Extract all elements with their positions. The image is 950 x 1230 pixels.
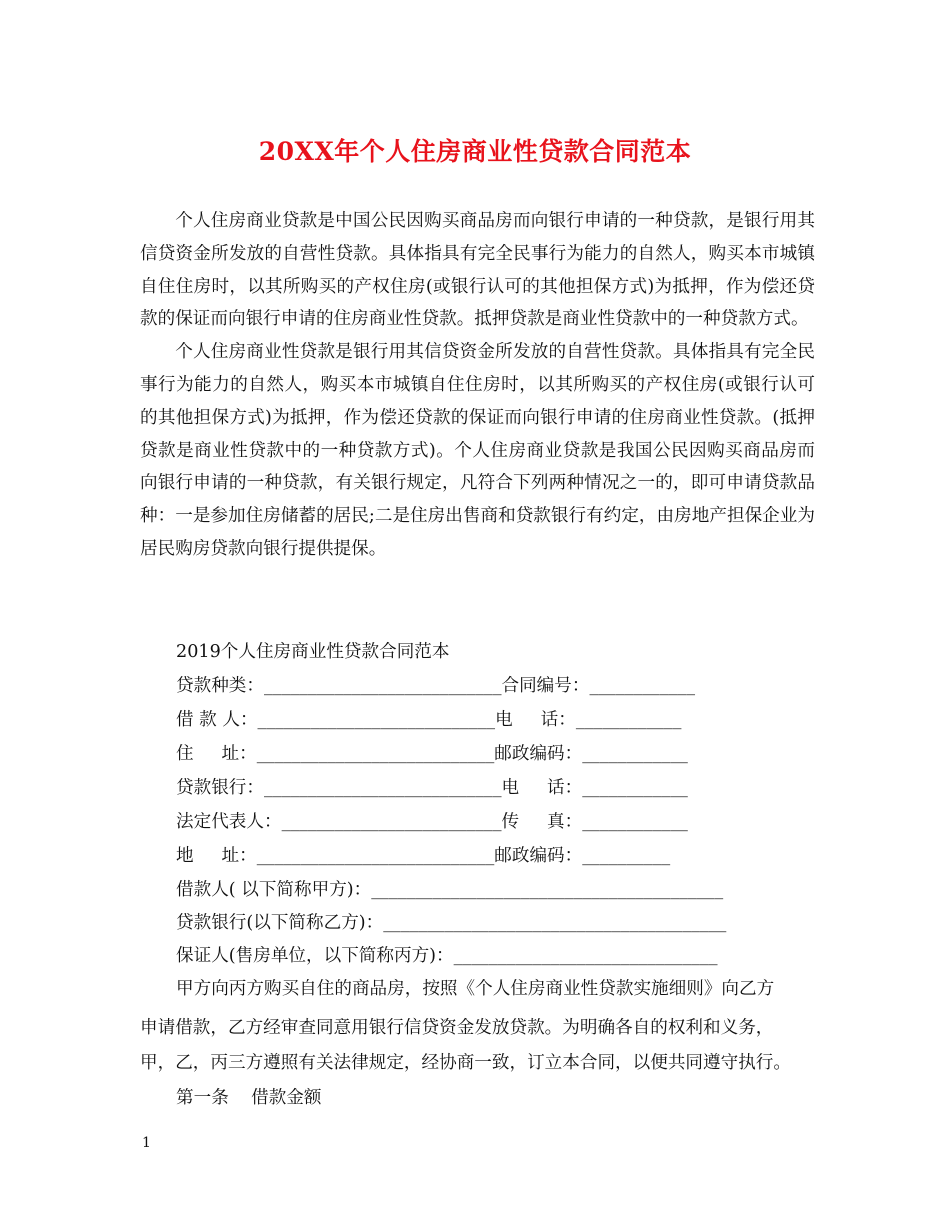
- party-line-borrower: 借款人( 以下简称甲方)：________________________________________: [176, 880, 724, 900]
- page-number: 1: [142, 1135, 151, 1151]
- closing-line: 申请借款，乙方经审查同意用银行信贷资金发放贷款。为明确各自的权利和义务，: [140, 1018, 774, 1038]
- form-line-borrower: 借 款 人：___________________________电 话：____________: [176, 710, 682, 730]
- contract-subtitle: 2019个人住房商业性贷款合同范本: [176, 642, 450, 662]
- document-body: [140, 205, 815, 566]
- paragraph: 个人住房商业性贷款是银行用其信贷资金所发放的自营性贷款。具体指具有完全民事行为能力的自然人，购买本市城镇自住住房时，以其所购买的产权住房(或银行认可的其他担保方式)为抵押，作为偿还贷款的保证而向银行申请的住房商业性贷款。(抵押贷款是商业性贷款中的一种贷款方式)。个人住房商业贷款是我国公民因购买商品房而向银行申请的一种贷款，有关银行规定，凡符合下列两种情况之一的，即可申请贷款品种：一是参加住房储蓄的居民;二是住房出售商和贷款银行有约定，由房地产担保企业为居民购房贷款向银行提供提保。: [140, 342, 815, 559]
- party-line-bank: 贷款银行(以下简称乙方)：_______________________________________: [176, 913, 727, 933]
- party-line-guarantor: 保证人(售房单位，以下简称丙方)：______________________________: [176, 946, 718, 966]
- paragraph: 个人住房商业贷款是中国公民因购买商品房而向银行申请的一种贷款，是银行用其信贷资金所发放的自营性贷款。具体指具有完全民事行为能力的自然人，购买本市城镇自住住房时，以其所购买的产权住房(或银行认可的其他担保方式)为抵押，作为偿还贷款的保证而向银行申请的住房商业性贷款。抵押贷款是商业性贷款中的一种贷款方式。: [140, 211, 815, 330]
- closing-line: 甲方向丙方购买自住的商品房，按照《个人住房商业性贷款实施细则》向乙方: [176, 979, 775, 999]
- form-line-loan-type: 贷款种类：___________________________合同编号：____________: [176, 676, 696, 696]
- form-line-address: 住 址：___________________________邮政编码：____________: [176, 744, 688, 764]
- article-heading: 第一条 借款金额: [176, 1088, 322, 1108]
- closing-line: 甲，乙，丙三方遵照有关法律规定，经协商一致，订立本合同，以便共同遵守执行。: [140, 1053, 791, 1073]
- document-title: 20XX年个人住房商业性贷款合同范本: [258, 137, 692, 166]
- form-line-bank-address: 地 址：___________________________邮政编码：__________: [176, 846, 671, 866]
- form-line-lending-bank: 贷款银行：___________________________电 话：____________: [176, 778, 688, 798]
- form-line-legal-rep: 法定代表人：_________________________传 真：____________: [176, 812, 688, 832]
